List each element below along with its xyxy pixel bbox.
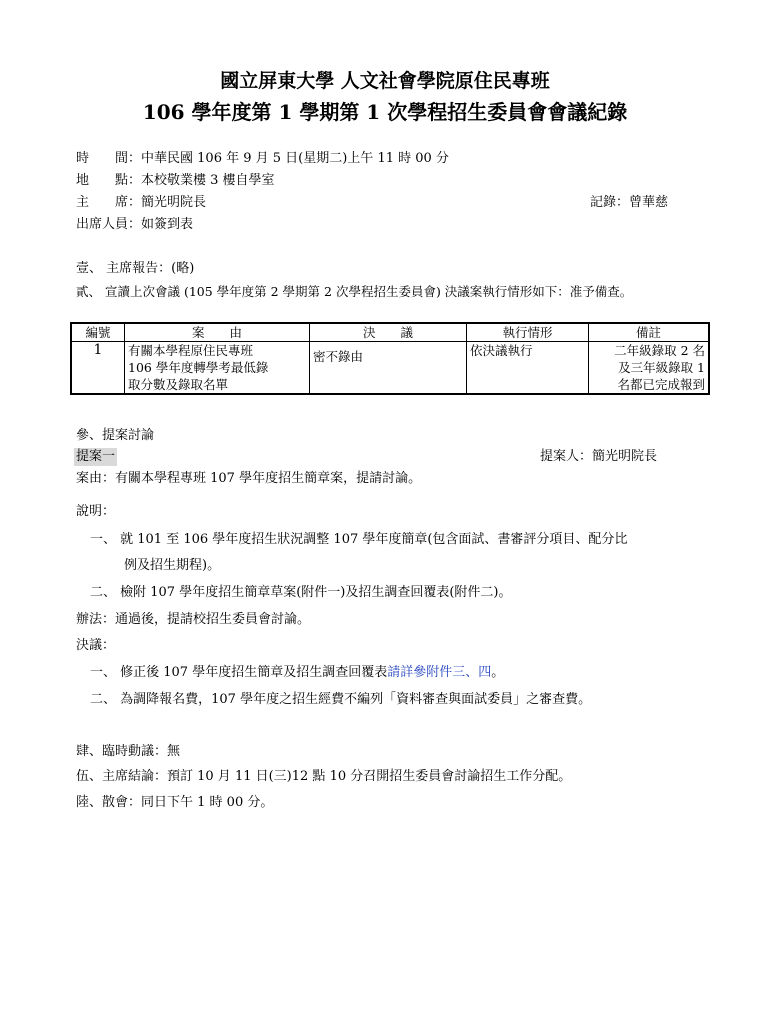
cell-execution: 依決議執行 xyxy=(467,342,589,395)
explain-item-2: 二、 檢附 107 學年度招生簡章草案(附件一)及招生調查回覆表(附件二)。 xyxy=(90,585,512,600)
attachment-reference-link[interactable]: 請詳參附件三、四 xyxy=(387,665,492,680)
chair-value: 簡光明院長 xyxy=(141,195,207,210)
attendees-value: 如簽到表 xyxy=(141,217,194,232)
cell-number: 1 xyxy=(71,342,125,395)
proposal-cause: 案由：有關本學程專班 107 學年度招生簡章案，提請討論。 xyxy=(76,471,422,486)
section-previous-minutes: 貳、 宣讀上次會議 (105 學年度第 2 學期第 2 次學程招生委員會) 決議案執行情形如下：准予備查。 xyxy=(76,284,633,299)
meeting-place xyxy=(76,172,275,190)
proposer: 提案人：簡光明院長 xyxy=(540,449,658,464)
cell-note xyxy=(589,342,710,395)
cell-case-line: 有關本學程原住民專班 xyxy=(128,343,254,358)
decision-item-1-text: 一、 修正後 107 學年度招生簡章及招生調查回覆表 xyxy=(90,665,388,680)
table-row xyxy=(71,342,709,395)
section-chair-report: 壹、 主席報告：(略) xyxy=(76,261,195,276)
decision-label: 決議： xyxy=(76,638,116,653)
recorder: 記錄：曾華慈 xyxy=(590,195,669,210)
decision-item-2: 二、 為調降報名費，107 學年度之招生經費不編列「資料審查與面試委員」之審查費。 xyxy=(90,692,592,707)
proposal-method: 辦法：通過後，提請校招生委員會討論。 xyxy=(76,612,311,627)
cell-case xyxy=(125,342,310,395)
decision-item-1 xyxy=(90,664,504,682)
proposal-label: 提案一 xyxy=(76,449,116,464)
time-label: 時 間： xyxy=(76,151,142,166)
place-value: 本校敬業樓 3 樓自學室 xyxy=(141,173,275,188)
header-case: 案 由 xyxy=(125,323,310,342)
cell-case-line: 106 學年度轉學考最低錄 xyxy=(128,360,269,375)
cell-resolution: 密不錄由 xyxy=(310,342,467,395)
section-chair-conclusion: 伍、主席結論：預訂 10 月 11 日(三)12 點 10 分召開招生委員會討論招生工作分配。 xyxy=(76,769,572,784)
meeting-chair xyxy=(76,194,206,212)
decision-item-1-end: 。 xyxy=(491,665,505,680)
meeting-attendees xyxy=(76,216,193,234)
place-label: 地 點： xyxy=(76,173,142,188)
section-extempore-motions: 肆、臨時動議：無 xyxy=(76,744,181,759)
header-number: 編號 xyxy=(71,323,125,342)
cell-case-line: 取分數及錄取名單 xyxy=(128,377,229,392)
attendees-label: 出席人員： xyxy=(76,217,142,232)
header-execution: 執行情形 xyxy=(467,323,589,342)
title-line-2: 106 學年度第 1 學期第 1 次學程招生委員會會議紀錄 xyxy=(142,100,628,124)
resolution-tracking-table xyxy=(70,322,710,395)
section-proposals-heading: 參、提案討論 xyxy=(76,428,155,443)
cell-note-line: 及三年級錄取 1 xyxy=(618,360,705,375)
time-value: 中華民國 106 年 9 月 5 日(星期二)上午 11 時 00 分 xyxy=(141,151,449,166)
explain-item-1: 一、 就 101 至 106 學年度招生狀況調整 107 學年度簡章(包含面試、書審評分項目、配分比 xyxy=(90,532,628,547)
header-resolution: 決 議 xyxy=(310,323,467,342)
header-note: 備註 xyxy=(589,323,710,342)
cell-note-line: 二年級錄取 2 名 xyxy=(614,343,705,358)
chair-label: 主 席： xyxy=(76,195,142,210)
table-header-row xyxy=(71,323,709,342)
section-adjournment: 陸、散會：同日下午 1 時 00 分。 xyxy=(76,795,274,810)
explain-item-1-cont: 例及招生期程)。 xyxy=(124,558,221,573)
cell-note-line: 名都已完成報到 xyxy=(617,377,705,392)
title-line-1: 國立屏東大學 人文社會學院原住民專班 xyxy=(220,70,550,92)
meeting-time xyxy=(76,150,449,168)
explain-label: 說明： xyxy=(76,504,116,519)
